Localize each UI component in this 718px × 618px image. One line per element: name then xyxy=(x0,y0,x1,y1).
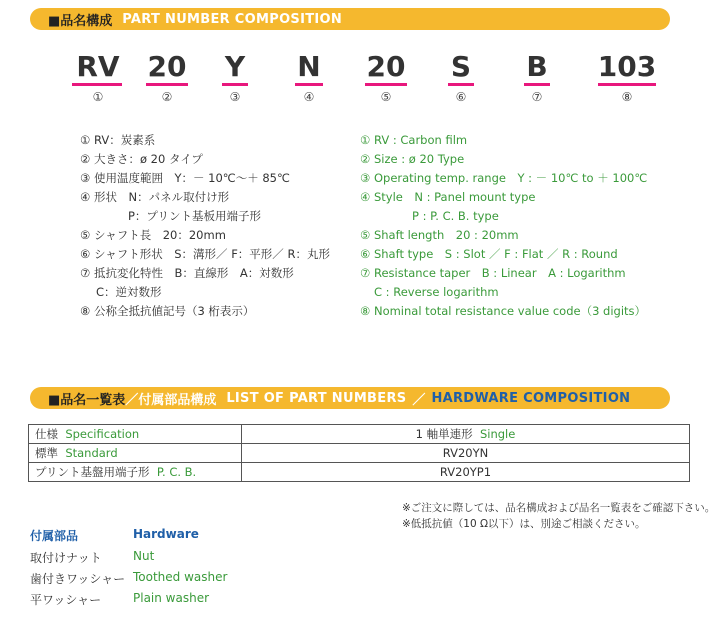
cell-value-en: Single xyxy=(479,427,516,441)
en-item: ⑦ Resistance taper B : Linear A : Logarithm xyxy=(360,266,626,280)
table-row xyxy=(29,444,690,463)
code-shaft-length: 20 xyxy=(366,50,406,83)
en-item: C : Reverse logarithm xyxy=(374,285,499,299)
cell-jp: 仕様 xyxy=(35,427,58,441)
code-number: ⑧ xyxy=(621,90,633,104)
cell-jp: プリント基盤用端子形 xyxy=(35,465,150,479)
code-rv: RV xyxy=(76,50,120,83)
jp-item: ⑤ シャフト長 20：20mm xyxy=(80,228,226,242)
table-cell-value xyxy=(242,425,690,444)
table-row xyxy=(29,463,690,482)
code-underline xyxy=(146,83,188,86)
code-underline xyxy=(295,83,323,86)
hardware-item-jp: 歯付きワッシャー xyxy=(30,572,126,586)
code-resistance: 103 xyxy=(597,50,657,83)
code-number: ① xyxy=(92,90,104,104)
code-style: N xyxy=(297,50,321,83)
section2-sep-en: ／ xyxy=(412,392,426,408)
hardware-item-en: Toothed washer xyxy=(133,570,228,584)
code-underline xyxy=(365,83,407,86)
section-header-part-number xyxy=(30,8,670,30)
note: ※低抵抗値（10 Ω以下）は、別途ご相談ください。 xyxy=(402,518,646,530)
hardware-item-en: Nut xyxy=(133,549,155,563)
hardware-item-en: Plain washer xyxy=(133,591,210,605)
table-cell-value: RV20YN xyxy=(242,444,690,463)
jp-item: ③ 使用温度範囲 Y：－ 10℃～＋ 85℃ xyxy=(80,171,290,185)
code-number: ② xyxy=(161,90,173,104)
en-item: ⑧ Nominal total resistance value code（3 digits） xyxy=(360,304,647,318)
section-title-jp: ■品名構成 xyxy=(48,13,113,29)
jp-item: P：プリント基板用端子形 xyxy=(128,209,261,223)
jp-item: ① RV：炭素系 xyxy=(80,133,156,147)
code-number: ⑤ xyxy=(380,90,392,104)
table-cell-header xyxy=(29,444,242,463)
code-number: ⑦ xyxy=(531,90,543,104)
en-item: ⑤ Shaft length 20 : 20mm xyxy=(360,228,519,242)
code-number: ③ xyxy=(229,90,241,104)
part-number-table xyxy=(28,424,690,482)
code-size: 20 xyxy=(147,50,187,83)
cell-en: Standard xyxy=(65,446,118,460)
section2-sep: ／ xyxy=(125,392,139,408)
table-cell-header xyxy=(29,425,242,444)
table-cell-header xyxy=(29,463,242,482)
section2-title-en2: HARDWARE COMPOSITION xyxy=(431,390,631,406)
table-row xyxy=(29,425,690,444)
section2-title-jp2: 付属部品構成 xyxy=(138,392,217,408)
code-shaft-type: S xyxy=(450,50,472,83)
hardware-heading-jp: 付属部品 xyxy=(30,529,79,543)
code-temp: Y xyxy=(224,50,246,83)
code-underline xyxy=(524,83,550,86)
section-header-part-list xyxy=(30,387,670,409)
en-item: ① RV : Carbon film xyxy=(360,133,468,147)
cell-en: P. C. B. xyxy=(156,465,197,479)
en-item: ⑥ Shaft type S : Slot ／ F : Flat ／ R : Round xyxy=(360,247,618,261)
cell-value-jp: 1 軸単連形 xyxy=(415,427,473,441)
code-underline xyxy=(222,83,248,86)
jp-item: ⑥ シャフト形状 S：溝形／ F：平形／ R：丸形 xyxy=(80,247,330,261)
en-item: ③ Operating temp. range Y : － 10℃ to ＋ 100℃ xyxy=(360,171,648,185)
code-underline xyxy=(598,83,656,86)
code-underline xyxy=(448,83,474,86)
jp-item: C：逆対数形 xyxy=(96,285,162,299)
cell-en: Specification xyxy=(65,427,140,441)
table-cell-value: RV20YP1 xyxy=(242,463,690,482)
hardware-item-jp: 取付けナット xyxy=(30,551,102,565)
en-item: ② Size : ø 20 Type xyxy=(360,152,465,166)
jp-item: ⑦ 抵抗変化特性 B：直線形 A：対数形 xyxy=(80,266,294,280)
code-underline xyxy=(72,83,122,86)
jp-item: ④ 形状 N：パネル取付け形 xyxy=(80,190,230,204)
hardware-heading-en: Hardware xyxy=(133,527,199,541)
section-title-en: PART NUMBER COMPOSITION xyxy=(122,11,343,27)
section2-title-jp: ■品名一覧表 xyxy=(48,392,126,408)
jp-item: ② 大きさ：ø 20 タイプ xyxy=(80,152,203,166)
code-number: ⑥ xyxy=(455,90,467,104)
code-taper: B xyxy=(526,50,548,83)
jp-item: ⑧ 公称全抵抗値記号（3 桁表示） xyxy=(80,304,255,318)
en-item: ④ Style N : Panel mount type xyxy=(360,190,536,204)
note: ※ご注文に際しては、品名構成および品名一覧表をご確認下さい。 xyxy=(402,502,716,514)
code-number: ④ xyxy=(303,90,315,104)
en-item: P : P. C. B. type xyxy=(412,209,499,223)
cell-jp: 標準 xyxy=(35,446,58,460)
section2-title-en: LIST OF PART NUMBERS xyxy=(226,390,407,406)
hardware-item-jp: 平ワッシャー xyxy=(30,593,102,607)
